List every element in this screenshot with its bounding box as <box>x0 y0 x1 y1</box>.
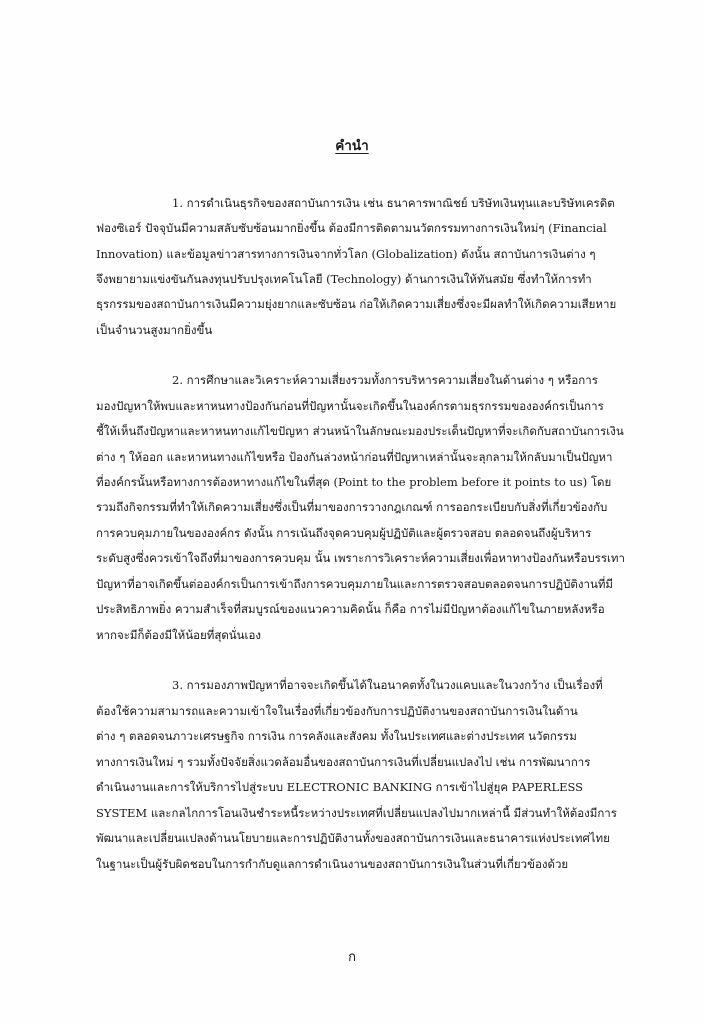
paragraph-line: พัฒนาและเปลี่ยนแปลงด้านนโยบายและการปฏิบัติงานทั้งของสถาบันการเงินและธนาคารแห่งประเทศไทย <box>96 831 610 845</box>
paragraph-line: ในฐานะเป็นผู้รับผิดชอบในการกำกับดูแลการดำเนินงานของสถาบันการเงินในส่วนที่เกี่ยวข้องด้วย <box>96 857 569 871</box>
page-title <box>0 134 704 156</box>
paragraph-line: ธุรกรรมของสถาบันการเงินมีความยุ่งยากและซับซ้อน ก่อให้เกิดความเสี่ยงซึ่งจะมีผลทำให้เกิดความเสียหาย <box>96 297 617 311</box>
paragraph-line: ต้องใช้ความสามารถและความเข้าใจในเรื่องที่เกี่ยวข้องกับการปฏิบัติงานของสถาบันการเงินในด้าน <box>96 704 578 718</box>
paragraph-line: ระดับสูงซึ่งควรเข้าใจถึงที่มาของการควบคุม นั้น เพราะการวิเคราะห์ความเสี่ยงเพื่อหาทางป้องกันหรือบรรเทา <box>96 551 625 565</box>
paragraph-line: มองปัญหาให้พบและหาหนทางป้องกันก่อนที่ปัญหานั้นจะเกิดขึ้นในองค์กรตามธุรกรรมขององค์กรเป็นการ <box>96 399 604 413</box>
paragraph-line: จึงพยายามแข่งขันกันลงทุนปรับปรุงเทคโนโลยี (Technology) ด้านการเงินให้ทันสมัย ซึ่งทำให้การทำ <box>96 272 592 286</box>
paragraph-line: ต่าง ๆ ให้ออก และหาหนทางแก้ไขหรือ ป้องกันล่วงหน้าก่อนที่ปัญหาเหล่านั้นจะลุกลามให้กลับมาเป็นปัญหา <box>96 450 613 464</box>
paragraph-line: SYSTEM และกลไกการโอนเงินชำระหนี้ระหว่างประเทศที่เปลี่ยนแปลงไปมากเหล่านี้ มีส่วนทำให้ต้องมีการ <box>96 806 617 820</box>
paragraph-line: ชี้ให้เห็นถึงปัญหาและหาหนทางแก้ไขปัญหา ส่วนหน้าในลักษณะมองประเด็นปัญหาที่จะเกิดกับสถาบันการเงิน <box>96 424 624 438</box>
paragraph-line: 2. การศึกษาและวิเคราะห์ความเสี่ยงรวมทั้งการบริหารความเสี่ยงในด้านต่าง ๆ หรือการ <box>172 373 598 387</box>
paragraph-line: ประสิทธิภาพยิ่ง ความสำเร็จที่สมบูรณ์ของแนวความคิดนั้น ก็คือ การไม่มีปัญหาต้องแก้ไขในภายหลังหรือ <box>96 602 605 616</box>
paragraph-line: ต่าง ๆ ตลอดจนภาวะเศรษฐกิจ การเงิน การคลังและสังคม ทั้งในประเทศและต่างประเทศ นวัตกรรม <box>96 729 577 743</box>
paragraph-line: ทางการเงินใหม่ ๆ รวมทั้งปัจจัยสิ่งแวดล้อมอื่นของสถาบันการเงินที่เปลี่ยนแปลงไป เช่น การพัฒนาการ <box>96 755 591 769</box>
page-number: ก <box>348 950 356 965</box>
paragraph-line: หากจะมีก็ต้องมีให้น้อยที่สุดนั่นเอง <box>96 628 261 642</box>
paragraph-line: 3. การมองภาพปัญหาที่อาจจะเกิดขึ้นได้ในอนาคตทั้งในวงแคบและในวงกว้าง เป็นเรื่องที่ <box>172 678 603 692</box>
paragraph-line: 1. การดำเนินธุรกิจของสถาบันการเงิน เช่น ธนาคารพาณิชย์ บริษัทเงินทุนและบริษัทเครดิต <box>172 196 615 210</box>
paragraph-line: การควบคุมภายในขององค์กร ดังนั้น การเน้นถึงจุดควบคุมผู้ปฏิบัติและผู้ตรวจสอบ ตลอดจนถึงผู้บริหาร <box>96 526 592 540</box>
paragraph-line: รวมถึงกิจกรรมที่ทำให้เกิดความเสี่ยงซึ่งเป็นที่มาของการวางกฎเกณฑ์ การออกระเบียบกับสิ่งที่เกี่ยวข้องกับ <box>96 500 608 514</box>
paragraph-line: เป็นจำนวนสูงมากยิ่งขึ้น <box>96 323 213 337</box>
paragraph-line: Innovation) และข้อมูลข่าวสารทางการเงินจากทั่วโลก (Globalization) ดังนั้น สถาบันการเงินต่าง ๆ <box>96 247 596 261</box>
paragraph-line: ที่องค์กรนั้นหรือทางการต้องหาทางแก้ไขในที่สุด (Point to the problem before it points to us) โดย <box>96 475 612 489</box>
paragraph-line: ดำเนินงานและการให้บริการไปสู่ระบบ ELECTRONIC BANKING การเข้าไปสู่ยุค PAPERLESS <box>96 780 584 794</box>
paragraph-line: ปัญหาที่อาจเกิดขึ้นต่อองค์กรเป็นการเข้าถึงการควบคุมภายในและการตรวจสอบตลอดจนการปฏิบัติงานที่มี <box>96 577 613 591</box>
page-title-text: คำนำ <box>335 138 369 154</box>
paragraph-line: ฟองซิเอร์ ปัจจุบันมีความสลับซับซ้อนมากยิ่งขึ้น ต้องมีการติดตามนวัตกรรมทางการเงินใหม่ๆ (Financial <box>96 221 607 235</box>
